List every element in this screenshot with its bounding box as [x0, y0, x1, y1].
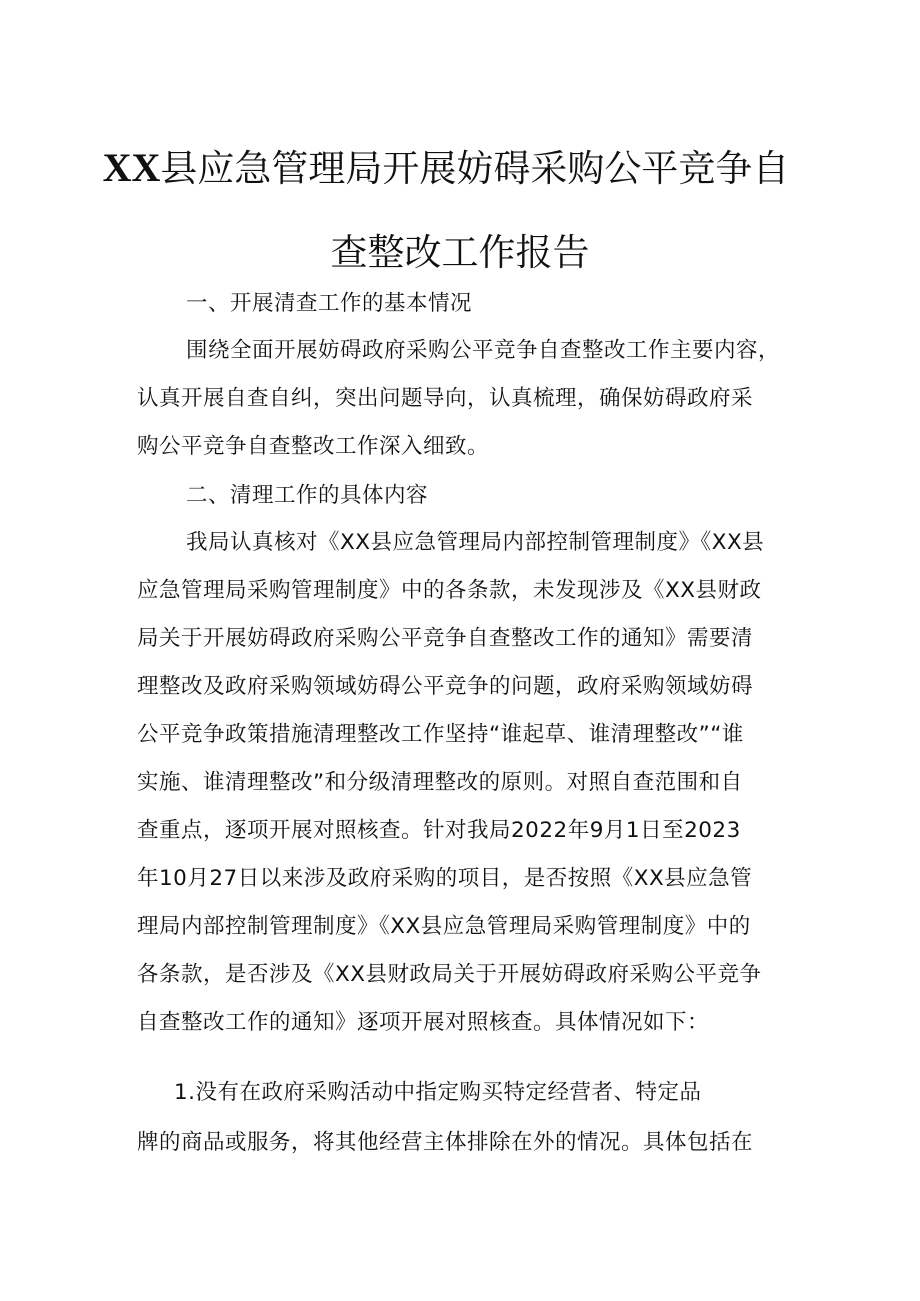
paragraph-line: 实施、谁清理整改”和分级清理整改的原则。对照自查范围和自 [137, 770, 743, 795]
paragraph-line: 理整改及政府采购领域妨碍公平竞争的问题，政府采购领域妨碍 [137, 674, 754, 699]
document-title-line-2: 查整改工作报告 [330, 231, 590, 274]
paragraph-line: 查重点，逐项开展对照核查。针对我局2022年9月1日至2023 [137, 818, 741, 843]
paragraph-line: 我局认真核对《XX县应急管理局内部控制管理制度》《XX县 [186, 530, 765, 555]
paragraph-line: 应急管理局采购管理制度》中的各条款，未发现涉及《XX县财政 [137, 578, 762, 603]
paragraph-line: 认真开展自查自纠，突出问题导向，认真梳理，确保妨碍政府采 [137, 386, 754, 411]
paragraph-line: 围绕全面开展妨碍政府采购公平竞争自查整改工作主要内容， [186, 338, 781, 363]
section-heading-2: 二、清理工作的具体内容 [186, 483, 429, 508]
list-item-1-line: 1.没有在政府采购活动中指定购买特定经营者、特定品 [174, 1080, 702, 1105]
paragraph-line: 各条款，是否涉及《XX县财政局关于开展妨碍政府采购公平竞争 [137, 962, 762, 987]
paragraph-line: 自查整改工作的通知》逐项开展对照核查。具体情况如下： [137, 1010, 710, 1035]
paragraph-line: 购公平竞争自查整改工作深入细致。 [137, 434, 490, 459]
paragraph-line: 理局内部控制管理制度》《XX县应急管理局采购管理制度》中的 [137, 914, 751, 939]
paragraph-line: 牌的商品或服务，将其他经营主体排除在外的情况。具体包括在 [137, 1130, 754, 1155]
paragraph-line: 年10月27日以来涉及政府采购的项目，是否按照《XX县应急管 [137, 866, 753, 891]
paragraph-line: 公平竞争政策措施清理整改工作坚持“谁起草、谁清理整改”“谁 [137, 722, 744, 747]
section-heading-1: 一、开展清查工作的基本情况 [186, 291, 473, 316]
paragraph-line: 局关于开展妨碍政府采购公平竞争自查整改工作的通知》需要清 [137, 626, 754, 651]
document-title-line-1: XX县应急管理局开展妨碍采购公平竞争自 [102, 145, 790, 190]
